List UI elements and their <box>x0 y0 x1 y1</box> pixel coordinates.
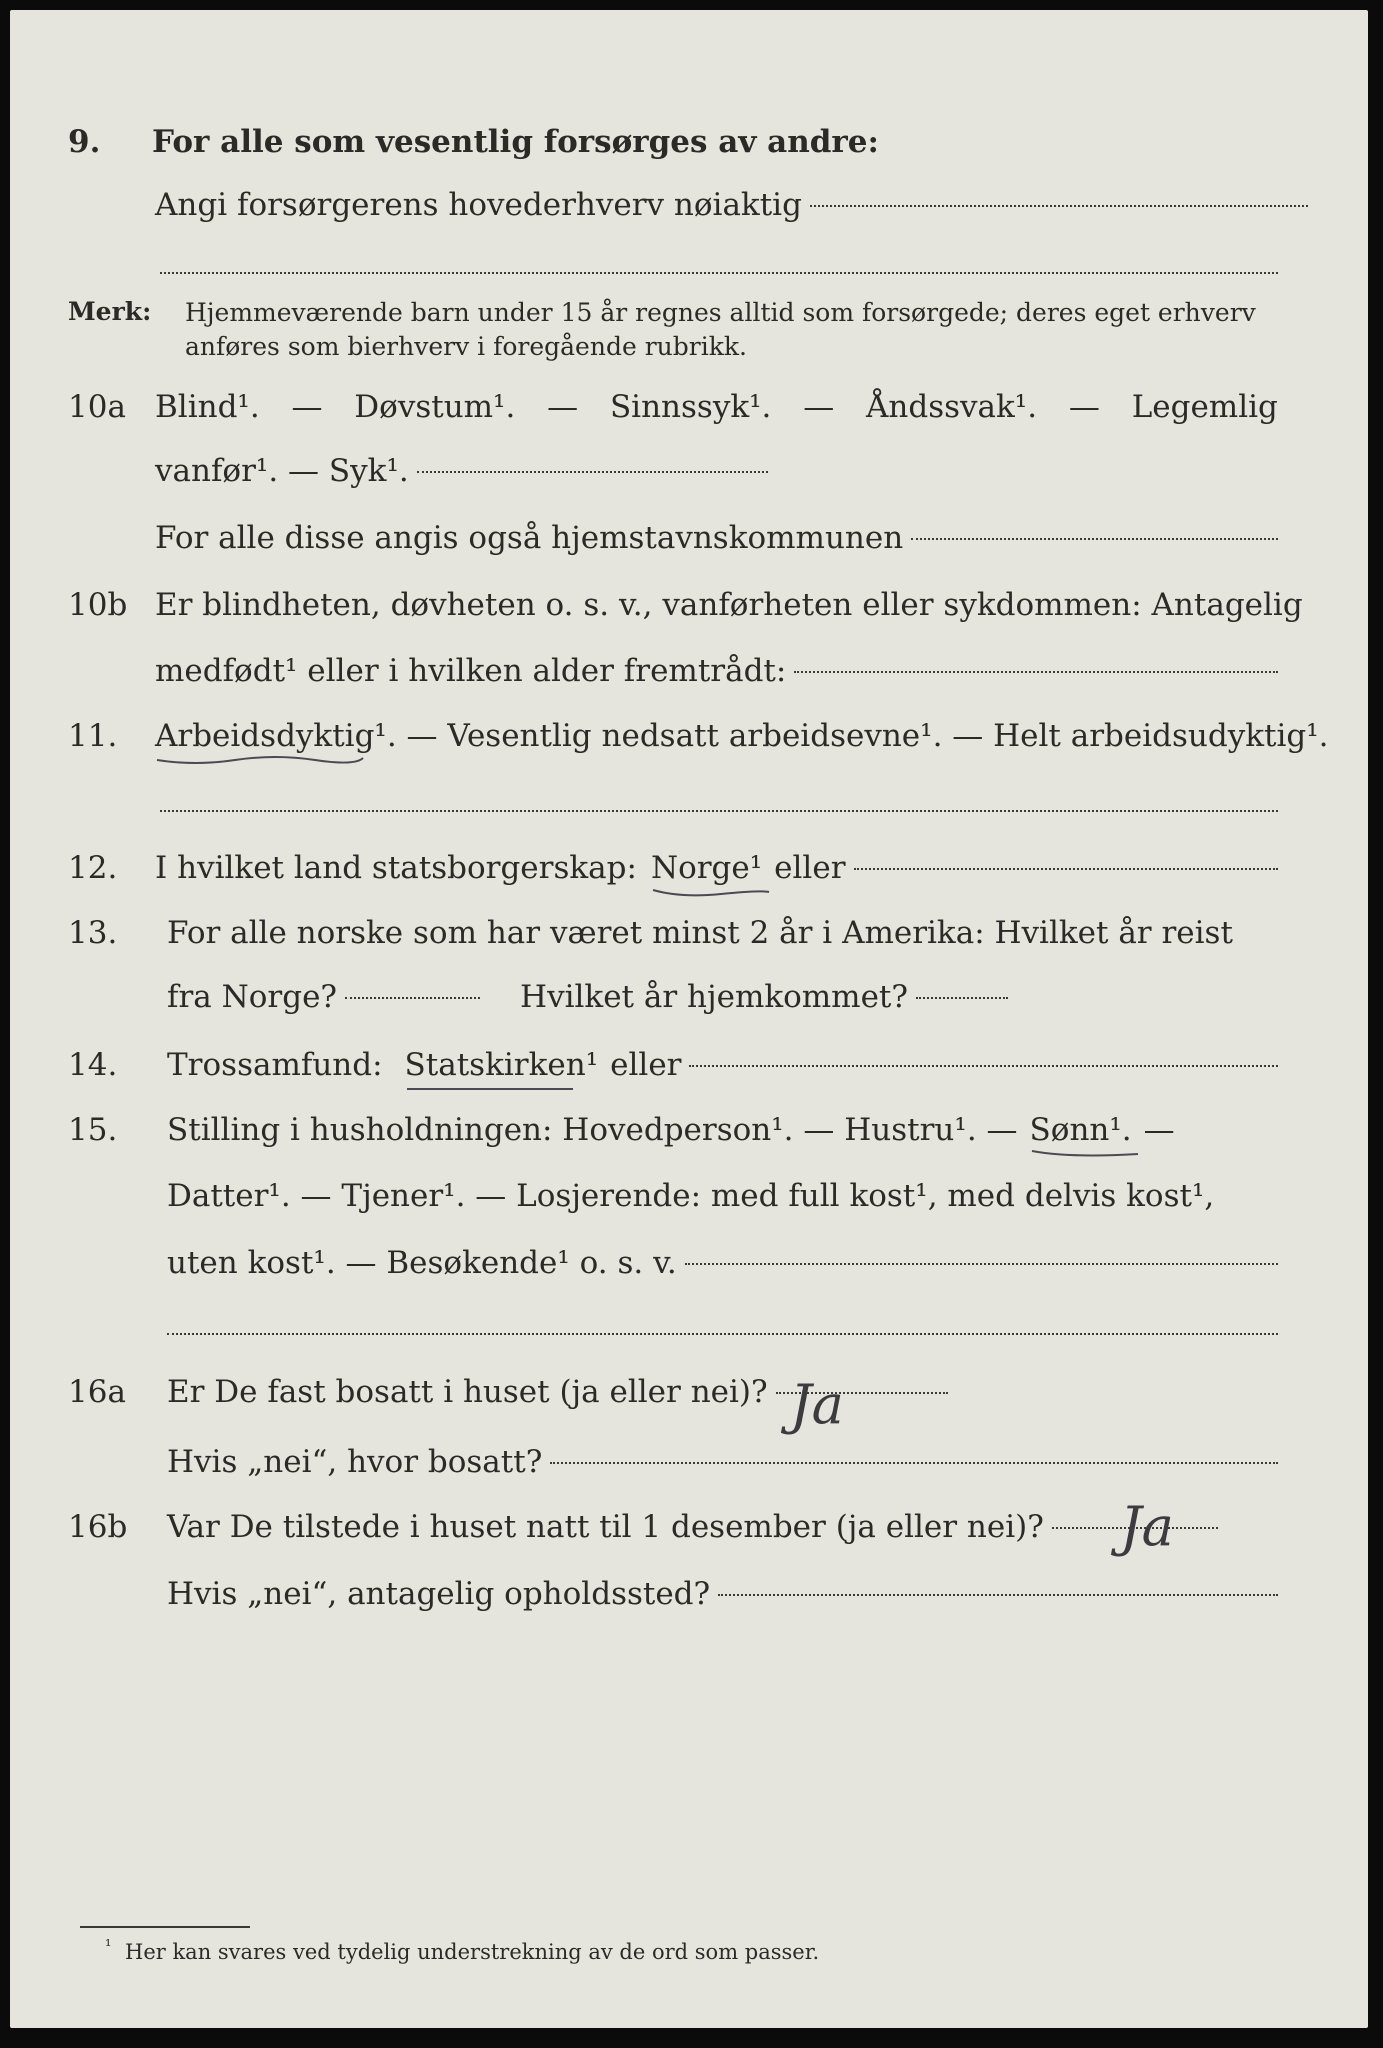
q16b-opholdssted-line[interactable] <box>718 1594 1278 1596</box>
q15-line-1a: Stilling i husholdningen: Hovedperson¹. — Hustru¹. — <box>167 1112 1018 1148</box>
q10a-dash: — <box>291 389 323 425</box>
q15-line-1b: — <box>1143 1112 1175 1148</box>
q11-arbeidsdyktig-underlined[interactable] <box>155 716 374 756</box>
q12-after: eller <box>774 850 846 886</box>
q10a-kommune-line[interactable] <box>911 538 1278 540</box>
q15-line-3: uten kost¹. — Besøkende¹ o. s. v. <box>167 1245 677 1281</box>
q15-sonn-underlined[interactable] <box>1030 1110 1132 1150</box>
footnote-rule <box>80 1926 250 1928</box>
q10a-option[interactable]: Døvstum¹. <box>354 389 516 425</box>
q13-hjemkommet-line[interactable] <box>916 997 1008 999</box>
q9-prompt: Angi forsørgerens hovederhverv nøiaktig <box>155 187 802 223</box>
census-form-page <box>10 10 1368 2028</box>
q16a-handwritten-answer: Ja <box>790 1373 844 1436</box>
q12-underlined-text: Norge¹ <box>650 850 763 886</box>
merk-label: Merk: <box>68 297 152 326</box>
footnote-mark: ¹ <box>105 1936 112 1955</box>
merk-line-2: anføres som bierhverv i foregående rubrikk. <box>185 332 747 361</box>
q9-extra-line[interactable] <box>160 272 1278 274</box>
q13-line-2a: fra Norge? <box>167 979 338 1015</box>
underline-mark <box>405 1083 575 1095</box>
q9-answer-line[interactable] <box>810 205 1308 207</box>
q12-number: 12. <box>68 850 118 886</box>
q16b-handwritten-answer: Ja <box>1120 1495 1174 1558</box>
q10a-syk-line[interactable] <box>417 471 768 473</box>
q10b-number: 10b <box>68 587 128 623</box>
q15-answer-line[interactable] <box>685 1263 1278 1265</box>
q10a-line-3: For alle disse angis også hjemstavnskommunen <box>155 520 904 556</box>
q16b-line-2: Hvis „nei“, antagelig opholdssted? <box>167 1576 711 1612</box>
q12-answer-line[interactable] <box>854 868 1278 870</box>
q16a-line-1: Er De fast bosatt i huset (ja eller nei)? <box>167 1374 768 1410</box>
q10a-option[interactable]: Legemlig <box>1131 389 1278 425</box>
q10a-number: 10a <box>68 389 126 425</box>
q14-number: 14. <box>68 1047 118 1083</box>
q10b-line-2: medfødt¹ eller i hvilken alder fremtrådt: <box>155 653 787 689</box>
q15-extra-line[interactable] <box>167 1333 1278 1335</box>
q12-norge-underlined[interactable] <box>651 848 762 888</box>
q10a-option[interactable]: Sinnssyk¹. <box>609 389 772 425</box>
q9-number: 9. <box>68 124 101 160</box>
q14-statskirken-underlined[interactable] <box>405 1045 599 1085</box>
q14-before: Trossamfund: <box>167 1047 383 1083</box>
footnote <box>105 1936 820 1964</box>
q13-line-2b: Hvilket år hjemkommet? <box>520 979 909 1015</box>
q16b-line-1: Var De tilstede i huset natt til 1 desember (ja eller nei)? <box>167 1509 1044 1545</box>
q11-underlined-text: Arbeidsdyktig <box>155 718 375 754</box>
q10a-option[interactable]: Åndssvak¹. <box>866 389 1038 425</box>
merk-line-1: Hjemmeværende barn under 15 år regnes alltid som forsørgede; deres eget erhverv <box>185 298 1256 327</box>
q10a-dash: — <box>547 389 579 425</box>
q10a-options <box>155 387 1278 427</box>
q10a-option[interactable]: Blind¹. <box>155 389 260 425</box>
q12-before: I hvilket land statsborgerskap: <box>155 850 637 886</box>
q11-rest: ¹. — Vesentlig nedsatt arbeidsevne¹. — Helt arbeidsudyktig¹. <box>374 718 1329 754</box>
footnote-text: Her kan svares ved tydelig understrekning av de ord som passer. <box>125 1940 820 1964</box>
q10a-dash: — <box>1068 389 1100 425</box>
underline-mark <box>155 754 365 766</box>
q16a-line-2: Hvis „nei“, hvor bosatt? <box>167 1444 543 1480</box>
q10b-answer-line[interactable] <box>794 671 1278 673</box>
q14-underlined-text: Statskirken¹ <box>404 1047 599 1083</box>
q13-number: 13. <box>68 915 118 951</box>
q16b-number: 16b <box>68 1509 128 1545</box>
q15-number: 15. <box>68 1112 118 1148</box>
q16a-bosatt-line[interactable] <box>550 1462 1278 1464</box>
q11-extra-line[interactable] <box>160 810 1278 812</box>
q16a-number: 16a <box>68 1374 126 1410</box>
q14-after: eller <box>610 1047 682 1083</box>
q15-underlined-text: Sønn¹. <box>1029 1112 1132 1148</box>
q13-line-1: For alle norske som har været minst 2 år i Amerika: Hvilket år reist <box>167 915 1233 951</box>
q15-line-2: Datter¹. — Tjener¹. — Losjerende: med full kost¹, med delvis kost¹, <box>167 1178 1215 1214</box>
q10a-dash: — <box>803 389 835 425</box>
q10a-line-2: vanfør¹. — Syk¹. <box>155 453 409 489</box>
q10b-line-1: Er blindheten, døvheten o. s. v., vanførheten eller sykdommen: Antagelig <box>155 587 1303 623</box>
q11-number: 11. <box>68 718 118 754</box>
q13-reist-line[interactable] <box>345 997 480 999</box>
q9-heading: For alle som vesentlig forsørges av andre: <box>152 124 879 160</box>
q14-answer-line[interactable] <box>689 1065 1278 1067</box>
underline-mark <box>1030 1148 1140 1160</box>
underline-mark <box>651 886 771 898</box>
